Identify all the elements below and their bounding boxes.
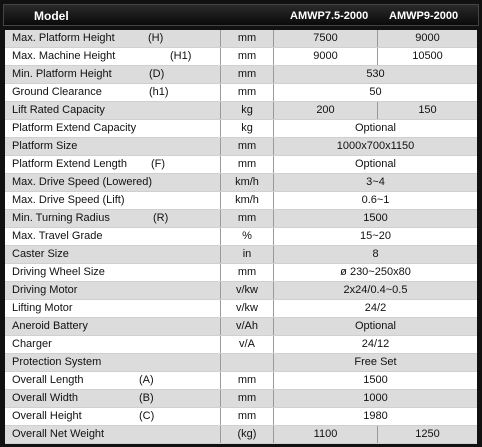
parameter-cell [5, 408, 221, 425]
table-row [5, 282, 477, 300]
unit-cell: mm [221, 408, 274, 425]
parameter-name: Max. Drive Speed (Lowered) [12, 176, 153, 188]
model-1-value-cell: 9000 [274, 48, 378, 65]
unit-cell: v/kw [221, 300, 274, 317]
shared-value-cell: 530 [366, 68, 385, 80]
parameter-cell [5, 210, 221, 227]
parameter-cell [5, 102, 221, 119]
parameter-cell [5, 390, 221, 407]
table-row [5, 372, 477, 390]
parameter-name: Driving Motor [12, 284, 78, 296]
model-1-value-cell: 200 [274, 102, 378, 119]
table-row [5, 390, 477, 408]
parameter-cell [5, 354, 221, 371]
parameter-cell [5, 282, 221, 299]
parameter-name: Overall Net Weight [12, 428, 105, 440]
parameter-name: Min. Platform Height [12, 68, 112, 80]
parameter-cell [5, 336, 221, 353]
table-row [5, 192, 477, 210]
table-row [5, 102, 477, 120]
shared-value-cell: 8 [372, 248, 379, 260]
parameter-symbol: (D) [149, 68, 165, 80]
parameter-name: Lift Rated Capacity [12, 104, 105, 116]
parameter-cell [5, 138, 221, 155]
unit-cell: mm [221, 372, 274, 389]
header-model-label: Model [34, 9, 69, 23]
parameter-symbol: (A) [139, 374, 154, 386]
parameter-name: Lifting Motor [12, 302, 73, 314]
table-row [5, 426, 477, 444]
parameter-name: Overall Height [12, 410, 82, 422]
table-row [5, 120, 477, 138]
parameter-cell [5, 228, 221, 245]
parameter-cell [5, 84, 221, 101]
table-row [5, 246, 477, 264]
model-1-value-cell: 1100 [274, 426, 378, 443]
parameter-name: Max. Travel Grade [12, 230, 103, 242]
parameter-name: Overall Length [12, 374, 84, 386]
unit-cell: in [221, 246, 274, 263]
parameter-name: Min. Turning Radius [12, 212, 110, 224]
parameter-cell [5, 156, 221, 173]
shared-value-cell: 1500 [363, 212, 388, 224]
parameter-name: Max. Machine Height [12, 50, 116, 62]
unit-cell: v/Ah [221, 318, 274, 335]
model-2-value-cell: 10500 [412, 50, 443, 62]
parameter-cell [5, 372, 221, 389]
parameter-name: Overall Width [12, 392, 79, 404]
table-row [5, 66, 477, 84]
unit-cell: mm [221, 48, 274, 65]
model-2-value-cell: 1250 [415, 428, 440, 440]
parameter-cell [5, 300, 221, 317]
table-row [5, 318, 477, 336]
parameter-name: Charger [12, 338, 52, 350]
parameter-name: Platform Extend Length [12, 158, 127, 170]
parameter-name: Platform Extend Capacity [12, 122, 137, 134]
header-model-2: AMWP9-2000 [389, 10, 459, 22]
unit-cell: mm [221, 156, 274, 173]
parameter-name: Platform Size [12, 140, 78, 152]
unit-cell: kg [221, 120, 274, 137]
table-row [5, 354, 477, 372]
shared-value-cell: Optional [355, 122, 396, 134]
table-header [3, 4, 479, 26]
table-row [5, 336, 477, 354]
parameter-symbol: (F) [151, 158, 166, 170]
shared-value-cell: 50 [369, 86, 382, 98]
unit-cell [221, 354, 274, 371]
model-2-value-cell: 9000 [415, 32, 440, 44]
unit-cell: mm [221, 210, 274, 227]
shared-value-cell: Optional [355, 158, 396, 170]
unit-cell: mm [221, 30, 274, 47]
unit-cell: mm [221, 84, 274, 101]
parameter-cell [5, 120, 221, 137]
parameter-cell [5, 246, 221, 263]
parameter-name: Max. Drive Speed (Lift) [12, 194, 125, 206]
shared-value-cell: 24/12 [361, 338, 390, 350]
shared-value-cell: 1000 [363, 392, 388, 404]
parameter-symbol: (C) [139, 410, 155, 422]
table-row [5, 138, 477, 156]
model-2-value-cell: 150 [418, 104, 437, 116]
table-row [5, 408, 477, 426]
unit-cell: v/kw [221, 282, 274, 299]
parameter-name: Caster Size [12, 248, 69, 260]
parameter-symbol: (h1) [149, 86, 169, 98]
header-model-1: AMWP7.5-2000 [290, 10, 369, 22]
shared-value-cell: Free Set [354, 356, 397, 368]
shared-value-cell: Optional [355, 320, 396, 332]
table-row [5, 210, 477, 228]
parameter-name: Max. Platform Height [12, 32, 115, 44]
model-1-value-cell: 7500 [274, 30, 378, 47]
table-row [5, 300, 477, 318]
unit-cell: kg [221, 102, 274, 119]
unit-cell: km/h [221, 174, 274, 191]
shared-value-cell: 2x24/0.4~0.5 [343, 284, 408, 296]
parameter-cell [5, 192, 221, 209]
parameter-name: Ground Clearance [12, 86, 102, 98]
parameter-symbol: (H1) [170, 50, 192, 62]
unit-cell: % [221, 228, 274, 245]
parameter-cell [5, 66, 221, 83]
table-row [5, 48, 477, 66]
shared-value-cell: 3~4 [366, 176, 385, 188]
parameter-cell [5, 174, 221, 191]
table-row [5, 228, 477, 246]
parameter-cell [5, 48, 221, 65]
unit-cell: mm [221, 390, 274, 407]
shared-value-cell: 0.6~1 [361, 194, 390, 206]
shared-value-cell: 1500 [363, 374, 388, 386]
shared-value-cell: 24/2 [364, 302, 387, 314]
unit-cell: v/A [221, 336, 274, 353]
parameter-symbol: (H) [148, 32, 164, 44]
parameter-cell [5, 318, 221, 335]
unit-cell: (kg) [221, 426, 274, 443]
shared-value-cell: ø 230~250x80 [340, 266, 411, 278]
parameter-cell [5, 426, 221, 443]
unit-cell: mm [221, 66, 274, 83]
parameter-name: Protection System [12, 356, 102, 368]
shared-value-cell: 15~20 [360, 230, 391, 242]
table-row [5, 84, 477, 102]
table-row [5, 264, 477, 282]
unit-cell: mm [221, 138, 274, 155]
parameter-symbol: (B) [139, 392, 154, 404]
table-row [5, 174, 477, 192]
table-row [5, 30, 477, 48]
table-row [5, 156, 477, 174]
unit-cell: mm [221, 264, 274, 281]
parameter-name: Aneroid Battery [12, 320, 88, 332]
shared-value-cell: 1000x700x1150 [336, 140, 415, 152]
shared-value-cell: 1980 [363, 410, 388, 422]
parameter-name: Driving Wheel Size [12, 266, 105, 278]
parameter-symbol: (R) [153, 212, 169, 224]
parameter-cell [5, 30, 221, 47]
spec-table [5, 30, 477, 444]
parameter-cell [5, 264, 221, 281]
unit-cell: km/h [221, 192, 274, 209]
